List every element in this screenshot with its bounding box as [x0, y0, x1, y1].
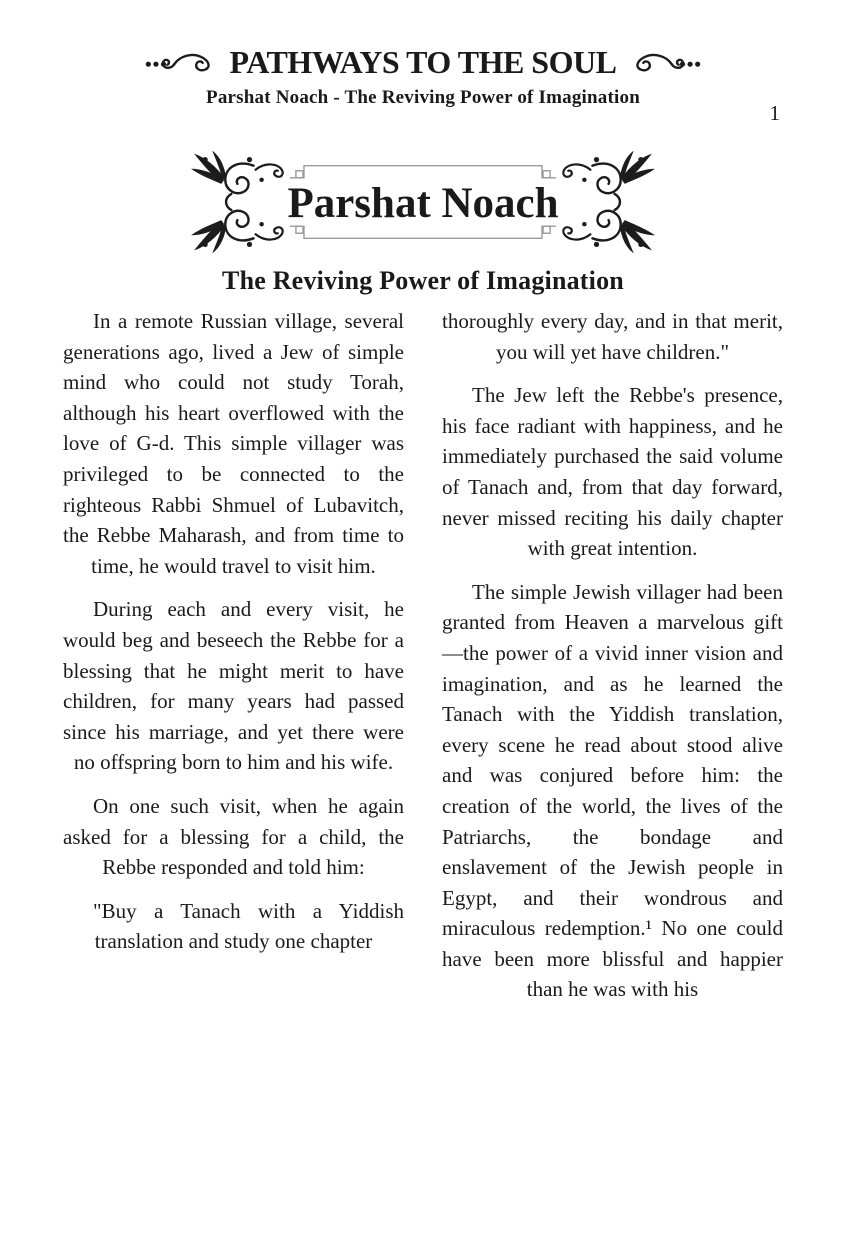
running-subtitle: Parshat Noach - The Reviving Power of Imagination [206, 87, 640, 108]
left-column [63, 306, 404, 1005]
paragraph: The simple Jewish villager had been granted from Heaven a marvelous gift—the power of a vivid inner vision and imagination, and as he learned the Tanach with the Yiddish translation, every scene he read about stood alive and was conjured before him: the creation of the world, the lives of the Patriarchs, the bondage and enslavement of the Jewish people in Egypt, and their wondrous and miraculous redemption.¹ No one could have been more blissful and happier than he was with his [442, 579, 783, 1002]
section-title: The Reviving Power of Imagination [222, 266, 624, 295]
flourish-right-icon [624, 49, 702, 75]
paragraph: During each and every visit, he would beg and beseech the Rebbe for a blessing that he might merit to have children, for many years had passed since his marriage, and yet there were no offspring born to him and his wife. [63, 597, 404, 775]
article-body [0, 306, 846, 1005]
paragraph: The Jew left the Rebbe's presence, his face radiant with happiness, and he immediately purchased the said volume of Tanach and, from that day forward, never missed reciting his daily chapter with great intention. [442, 383, 783, 561]
book-title: PATHWAYS TO THE SOUL [229, 44, 617, 80]
page-number: 1 [769, 101, 780, 125]
running-header [0, 46, 846, 78]
paragraph: On one such visit, when he again asked for a blessing for a child, the Rebbe responded and told him: [63, 793, 404, 880]
chapter-banner [191, 151, 655, 253]
book-page [0, 46, 846, 1246]
paragraph: "Buy a Tanach with a Yiddish translation and study one chapter [93, 898, 404, 954]
paragraph: In a remote Russian village, several generations ago, lived a Jew of simple mind who could not study Torah, although his heart overflowed with the love of G-d. This simple villager was privileged to be connected to the righteous Rabbi Shmuel of Lubavitch, the Rebbe Maharash, and from time to time, he would travel to visit him. [63, 309, 404, 578]
flourish-left-icon [144, 49, 222, 75]
chapter-title: Parshat Noach [287, 179, 559, 227]
right-column [442, 306, 783, 1005]
paragraph: thoroughly every day, and in that merit, you will yet have children." [442, 309, 783, 364]
